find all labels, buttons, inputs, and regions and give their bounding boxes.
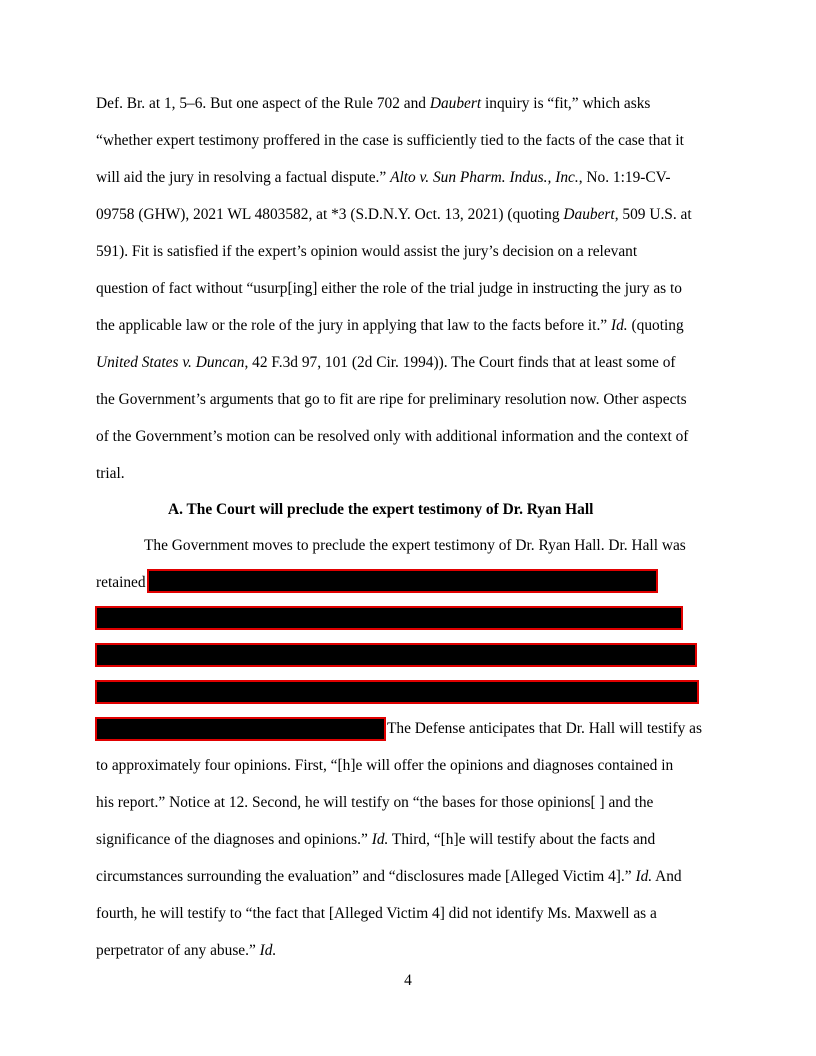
paragraph-2-line: to approximately four opinions. First, “[h]e will offer the opinions and diagnoses contained in [96, 757, 674, 774]
paragraph-1-line: will aid the jury in resolving a factual dispute.” Alto v. Sun Pharm. Indus., Inc., No. 1:19-CV- [96, 169, 671, 186]
paragraph-1-line: question of fact without “usurp[ing] either the role of the trial judge in instructing the jury as to [96, 280, 682, 297]
redaction-box-5 [95, 717, 386, 741]
paragraph-1-line: Def. Br. at 1, 5–6. But one aspect of the Rule 702 and Daubert inquiry is “fit,” which asks [96, 95, 651, 112]
paragraph-2-line: significance of the diagnoses and opinions.” Id. Third, “[h]e will testify about the facts and [96, 831, 656, 848]
section-heading-a: A. The Court will preclude the expert testimony of Dr. Ryan Hall [168, 501, 594, 518]
paragraph-2-line: circumstances surrounding the evaluation” and “disclosures made [Alleged Victim 4].” Id. And [96, 868, 682, 885]
redaction-box-1 [147, 569, 658, 593]
citation-italic: Id. [610, 317, 628, 334]
citation-italic: Id. [371, 831, 389, 848]
citation-italic: United States v. Duncan [96, 354, 245, 371]
page-number: 4 [404, 972, 412, 989]
paragraph-1-line: United States v. Duncan, 42 F.3d 97, 101 (2d Cir. 1994)). The Court finds that at least some of [96, 354, 676, 371]
paragraph-1-line: trial. [96, 465, 125, 482]
paragraph-1-line: 09758 (GHW), 2021 WL 4803582, at *3 (S.D.N.Y. Oct. 13, 2021) (quoting Daubert, 509 U.S. at [96, 206, 692, 223]
citation-italic: Id. [635, 868, 653, 885]
citation-italic: Daubert [563, 206, 615, 223]
paragraph-2-line: his report.” Notice at 12. Second, he will testify on “the bases for those opinions[ ] and the [96, 794, 654, 811]
citation-italic: Daubert [429, 95, 482, 112]
paragraph-1-line: “whether expert testimony proffered in the case is sufficiently tied to the facts of the case that it [96, 132, 684, 149]
redaction-box-2 [95, 606, 683, 630]
redaction-box-3 [95, 643, 697, 667]
redaction-box-4 [95, 680, 699, 704]
paragraph-2-line: fourth, he will testify to “the fact that [Alleged Victim 4] did not identify Ms. Maxwell as a [96, 905, 657, 922]
paragraph-2-line: perpetrator of any abuse.” Id. [96, 942, 277, 959]
paragraph-2-first-line: The Government moves to preclude the expert testimony of Dr. Ryan Hall. Dr. Hall was [144, 537, 686, 554]
paragraph-1-line: the Government’s arguments that go to fit are ripe for preliminary resolution now. Other aspects [96, 391, 687, 408]
paragraph-1-line: of the Government’s motion can be resolved only with additional information and the context of [96, 428, 689, 445]
retained-word: retained [96, 574, 146, 591]
paragraph-1-line: the applicable law or the role of the jury in applying that law to the facts before it.” Id. (quoting [96, 317, 684, 334]
citation-italic: Alto v. Sun Pharm. Indus., Inc. [390, 169, 579, 186]
citation-italic: Id. [259, 942, 277, 959]
paragraph-1-line: 591). Fit is satisfied if the expert’s opinion would assist the jury’s decision on a relevant [96, 243, 638, 260]
after-redaction-text: The Defense anticipates that Dr. Hall will testify as [387, 720, 702, 737]
